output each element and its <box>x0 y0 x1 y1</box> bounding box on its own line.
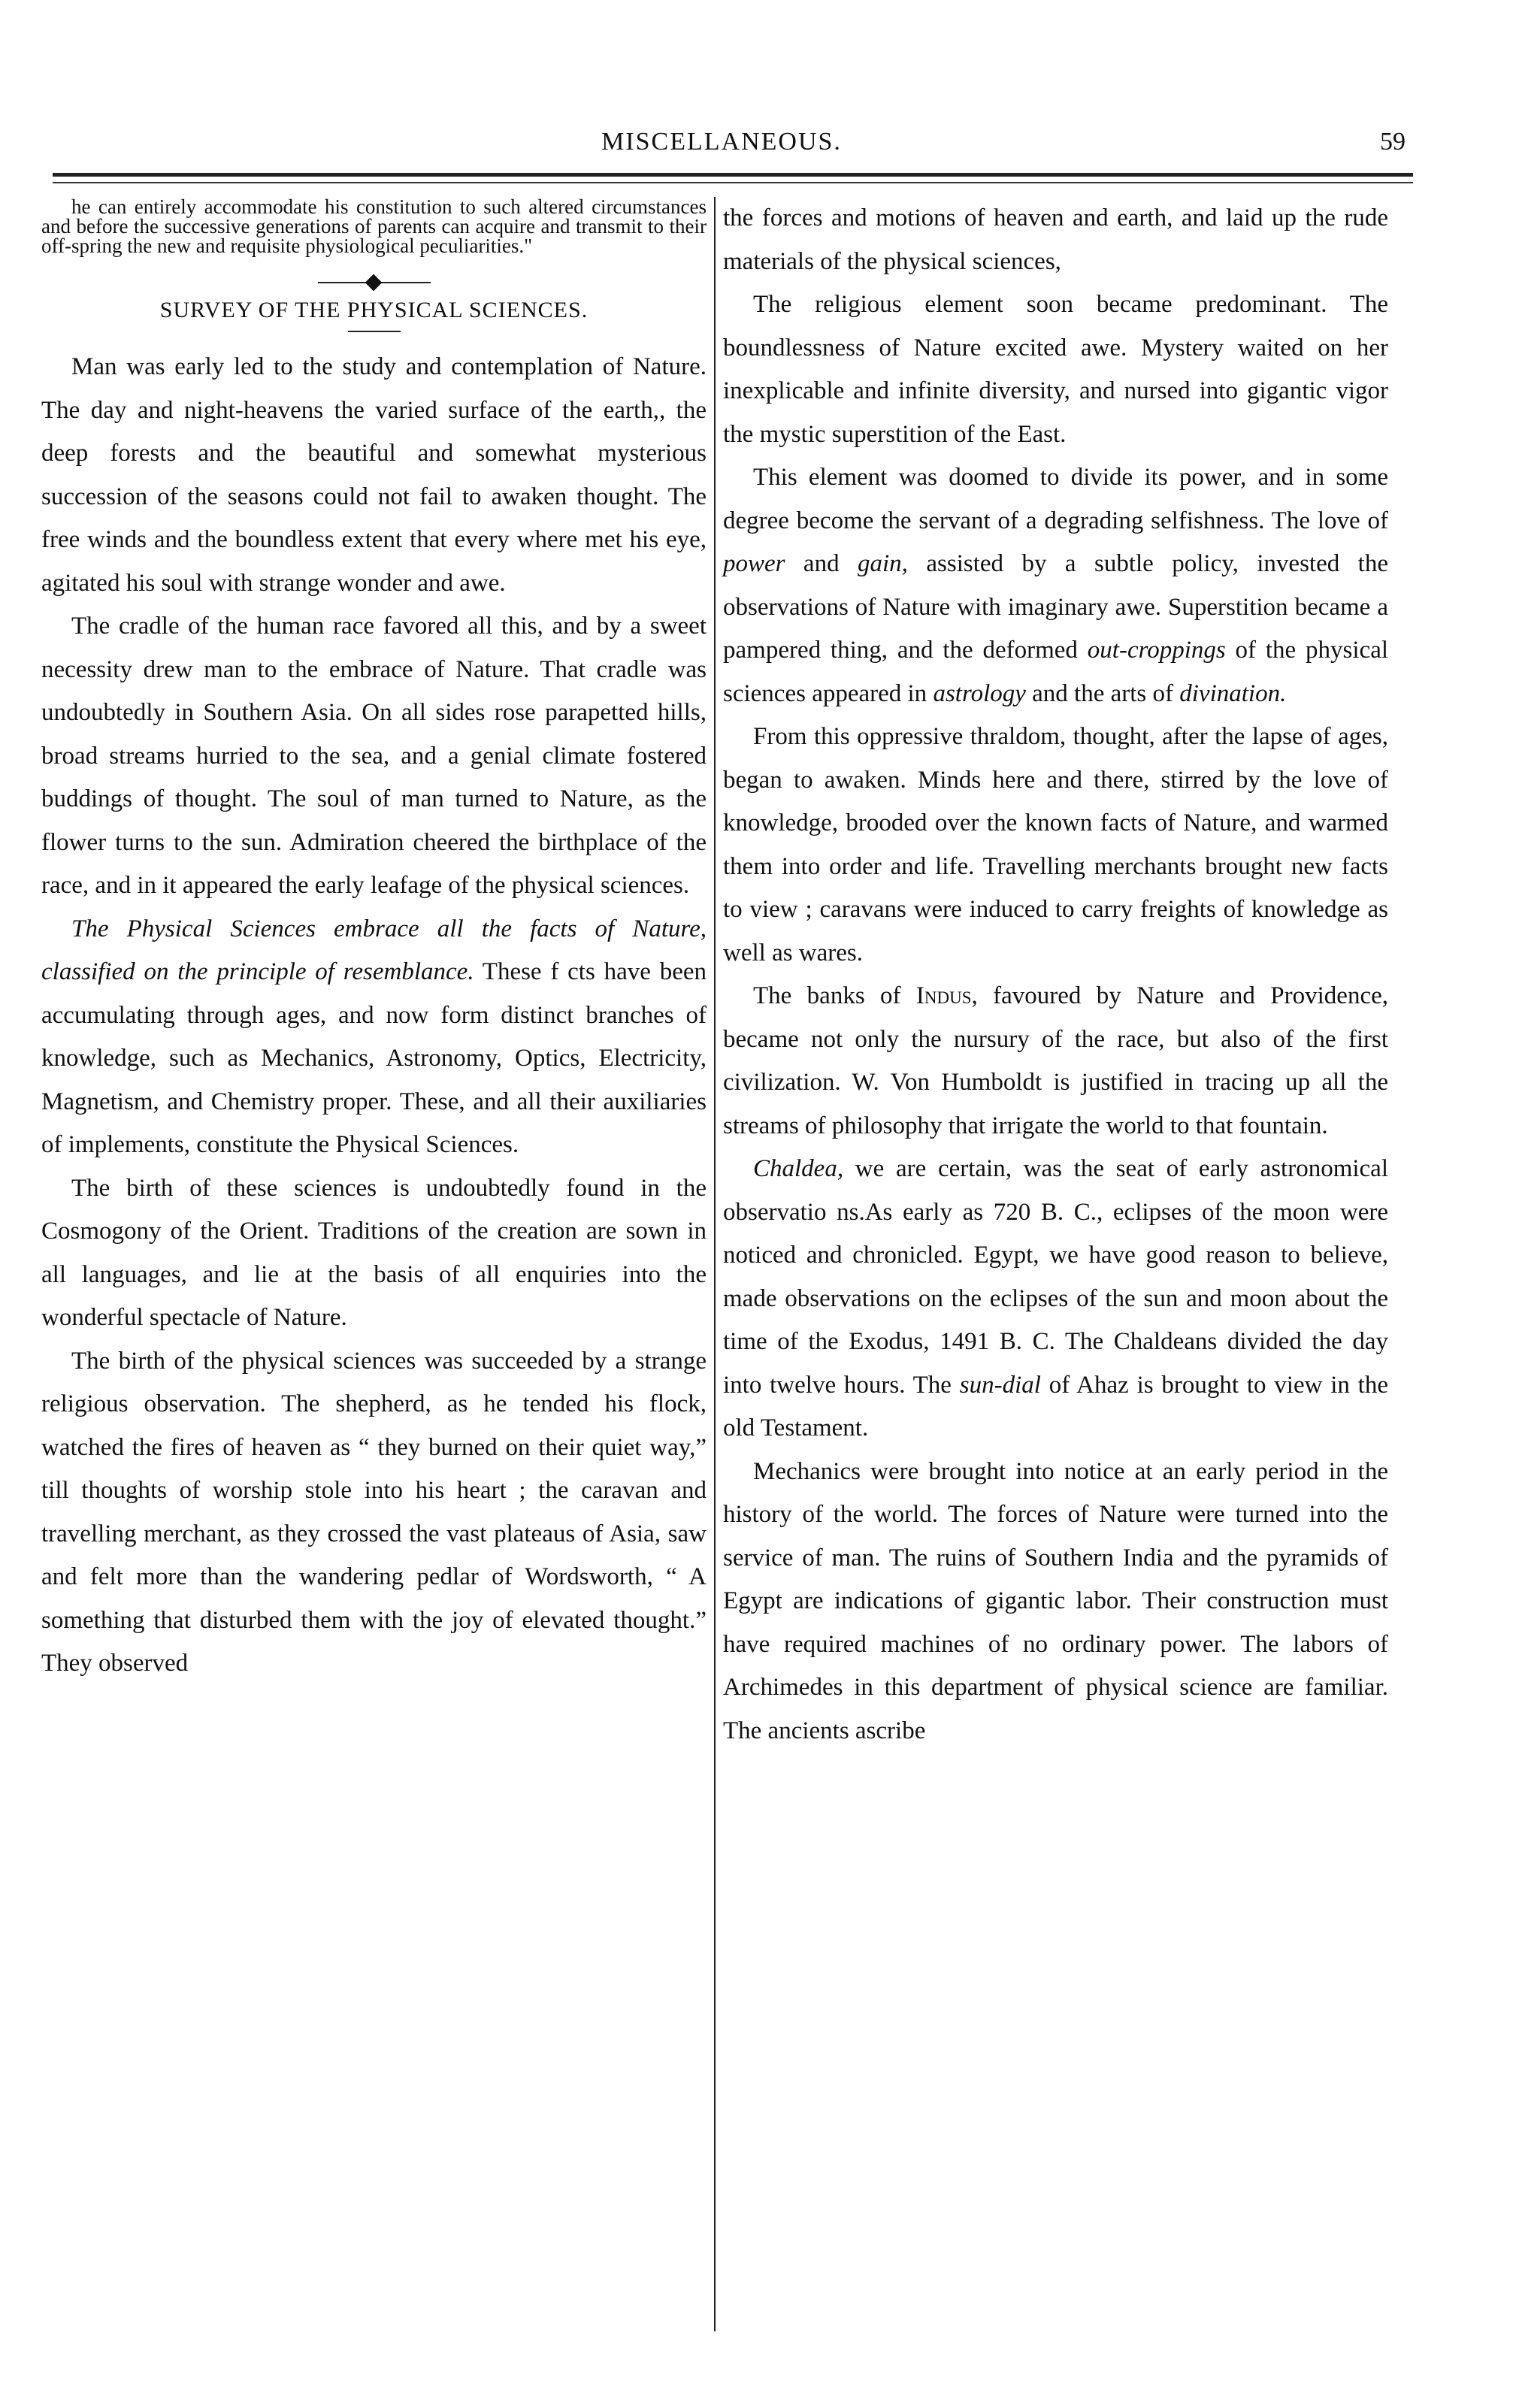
paragraph: Man was early led to the study and contemplation of Nature. The day and night-heavens the varied surface of the earth,, the deep forests and the beautiful and somewhat mysterious succession of the seasons could not fail to awaken thought. The free winds and the boundless extent that every where met his eye, agitated his soul with strange wonder and awe. <box>41 353 707 597</box>
right-column <box>723 197 1388 1753</box>
section-heading: SURVEY OF THE PHYSICAL SCIENCES. <box>159 298 589 322</box>
paragraph: The religious element soon became predominant. The boundlessness of Nature excited awe. Mystery waited on her inexplicable and infinite diversity, and nursed into gigantic vigor the mystic superstition of the East. <box>723 291 1388 448</box>
paragraph: Mechanics were brought into notice at an early period in the history of the world. The forces of Nature were turned into the service of man. The ruins of Southern India and the pyramids of Egypt are indications of gigantic labor. Their construction must have required machines of no ordinary power. The labors of Archimedes in this department of physical science are familiar. The ancients ascribe <box>723 1457 1388 1744</box>
paragraph: This element was doomed to divide its power, and in some degree become the servant of a degrading selfishness. The love of power and gain, assisted by a subtle policy, invested the observations of Nature with imaginary awe. Superstition became a pampered thing, and the deformed out-croppings of the physical sciences appeared in astrology and the arts of divination. <box>723 464 1389 707</box>
paragraph: From this oppressive thraldom, thought, after the lapse of ages, began to awaken. Minds here and there, stirred by the love of knowledge, brooded over the known facts of Nature, and warmed them into order and life. Travelling merchants brought new facts to view ; caravans were induced to carry freights of knowledge as well as wares. <box>723 723 1388 967</box>
paragraph: the forces and motions of heaven and earth, and laid up the rude materials of the physical sciences, <box>723 204 1388 275</box>
running-header <box>45 128 1406 165</box>
running-title: MISCELLANEOUS. <box>601 128 842 156</box>
italic-definition: The Physical Sciences embrace all the facts of Nature, classified on the principle of resemblance. <box>41 915 707 985</box>
intro-quote: he can entirely accommodate his constitution to such altered circumstances and before the successive generations of parents can acquire and transmit to their off-spring the new and requisite physiological peculiarities." <box>41 195 707 257</box>
column-divider <box>714 197 716 2331</box>
paragraph: The birth of the physical sciences was succeeded by a strange religious observation. The shepherd, as he tended his flock, watched the fires of heaven as “ they burned on their quiet way,” till thoughts of worship stole into his heart ; the caravan and travelling merchant, as they crossed the vast plateaus of Asia, saw and felt more than the wandering pedlar of Wordsworth, “ A something that disturbed them with the joy of elevated thought.” They observed <box>41 1347 707 1677</box>
heading-rule <box>348 331 401 332</box>
header-rule-thin <box>53 182 1413 183</box>
italic-place: Chaldea, <box>753 1155 844 1182</box>
paragraph: The banks of Indus, favoured by Nature and Providence, became not only the nursury of the race, but also of the first civilization. W. Von Humboldt is justified in tracing up all the streams of philosophy that irrigate the world to that fountain. <box>723 982 1388 1139</box>
paragraph: The Physical Sciences embrace all the facts of Nature, classified on the principle of resemblance. These f cts have been accumulating through ages, and now form distinct branches of knowledge, such as Mechanics, Astronomy, Optics, Electricity, Magnetism, and Chemistry proper. These, and all their auxiliaries of implements, constitute the Physical Sciences. <box>41 915 707 1158</box>
paragraph: Chaldea, we are certain, was the seat of early astronomical observatio ns.As early as 720 B. C., eclipses of the moon were noticed and chronicled. Egypt, we have good reason to believe, made observations on the eclipses of the sun and moon about the time of the Exodus, 1491 B. C. The Chaldeans divided the day into twelve hours. The sun-dial of Ahaz is brought to view in the old Testament. <box>723 1155 1388 1441</box>
left-column <box>41 197 707 1686</box>
page-number: 59 <box>1380 128 1406 156</box>
header-rule-thick <box>53 173 1413 177</box>
paragraph: The cradle of the human race favored all this, and by a sweet necessity drew man to the embrace of Nature. That cradle was undoubtedly in Southern Asia. On all sides rose parapetted hills, broad streams hurried to the sea, and a genial climate fostered buddings of thought. The soul of man turned to Nature, as the flower turns to the sun. Admiration cheered the birthplace of the race, and in it appeared the early leafage of the physical sciences. <box>41 613 707 899</box>
small-caps-place: Indus, <box>915 982 978 1009</box>
section-ornament <box>318 277 431 289</box>
paragraph: The birth of these sciences is undoubtedly found in the Cosmogony of the Orient. Traditions of the creation are sown in all languages, and lie at the basis of all enquiries into the wonderful spectacle of Nature. <box>41 1174 707 1331</box>
